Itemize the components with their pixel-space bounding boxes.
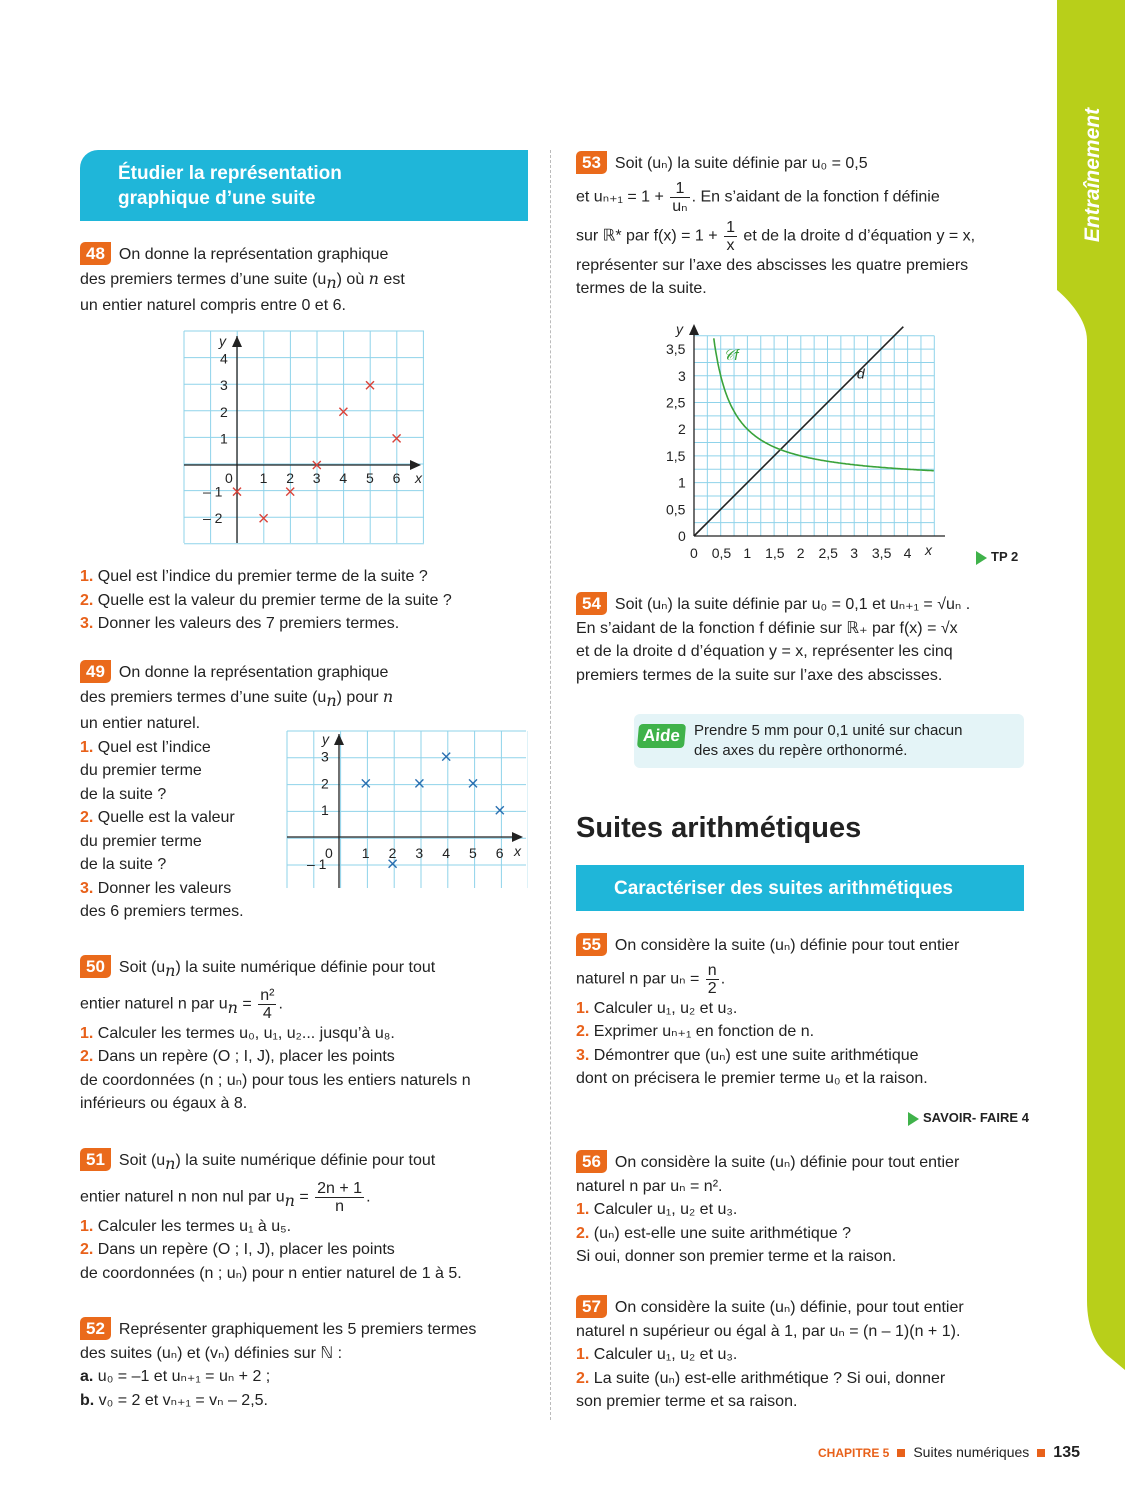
y-tick-label: 2 [321, 775, 329, 792]
y-tick-label: – 1 [307, 855, 327, 872]
exercise-51: 51 Soit $(u_n)$ la suite numérique définie pour tout entier naturel n non nul par $u_n$ = $\frac{2n + 1}{n}$ . 1. Calculer les termes u₁ à u₅. 2. Dans un repère (O ; I, J), placer les points de coordonnées (n ; uₙ) pour n entier naturel de 1 à 5. [80, 1150, 462, 1282]
line-label: d [856, 365, 865, 382]
exercise-55: 55 On considère la suite (uₙ) définie pour tout entier naturel n par uₙ = $\frac{n}{2}$ . 1. Calculer u₁, u₂ et u₃. 2. Exprimer uₙ₊₁ en fonction de n. 3. Démontrer que (uₙ) est une suite arithmétique dont on précisera le premier terme u₀ et la raison. [576, 935, 960, 1087]
x-tick-label: 6 [392, 470, 401, 486]
exercise-56: 56 On considère la suite (uₙ) définie pour tout entier naturel n par uₙ = n². 1. Calculer u₁, u₂ et u₃. 2. (uₙ) est-elle une suite arithmétique ? Si oui, donner son premier terme et la raison. [576, 1152, 960, 1265]
side-tab-label: Entraînement [1081, 107, 1104, 243]
ref-tp2[interactable]: TP 2 [976, 549, 1018, 565]
exercise-number: 48 [80, 242, 111, 265]
curve-label: 𝒞f [723, 346, 739, 364]
exercise-number: 56 [576, 1150, 607, 1173]
y-tick-label: – 1 [203, 483, 223, 500]
y-tick-label: 2 [678, 421, 686, 438]
chapter-section-title: Suites arithmétiques [576, 812, 862, 844]
y-tick-label: 1 [321, 802, 329, 819]
data-point [415, 779, 423, 787]
exercise-number: 53 [576, 151, 607, 174]
exercise-number: 52 [80, 1317, 111, 1340]
axis-arrow [232, 336, 242, 347]
exercise-number: 49 [80, 660, 111, 683]
ref-savoir-faire-4[interactable]: SAVOIR- FAIRE 4 [908, 1110, 1029, 1126]
axis-arrow [410, 460, 421, 470]
y-axis-label: y [219, 333, 226, 349]
graph-49 [286, 730, 528, 890]
exercise-57: 57 On considère la suite (uₙ) définie, pour tout entier naturel n supérieur ou égal à 1, par uₙ = (n – 1)(n + 1). 1. Calculer u₁, u₂ et u₃. 2. La suite (uₙ) est-elle arithmétique ? Si oui, donner son premier terme et sa raison. [576, 1297, 964, 1410]
data-point [496, 806, 504, 814]
exercise-number: 57 [576, 1295, 607, 1318]
exercise-53: 53 Soit (uₙ) la suite définie par u₀ = 0,5 et uₙ₊₁ = 1 + $\frac{1}{\text{uₙ}}$ . En s’aidant de la fonction f définie sur ℝ* par f(x) = 1 + $\frac{1}{x}$ et de la droite d d’équation y = x, représenter sur l’axe des abscisses les quatre premiers termes de la suite. [576, 153, 976, 297]
x-tick-label: 3 [415, 845, 424, 861]
y-tick-label: 3,5 [666, 341, 686, 358]
x-tick-label: 0 [225, 470, 233, 486]
x-tick-label: 4 [442, 845, 450, 861]
section-header-arith: Caractériser des suites arithmétiques [576, 865, 1024, 911]
exercise-number: 50 [80, 955, 111, 978]
exercise-50: 50 Soit $(u_n)$ la suite numérique définie pour tout entier naturel n par $u_n$ = $\frac{\text{n²}}{4}$ . 1. Calculer les termes u₀, u₁, u₂... jusqu’à u₈. 2. Dans un repère (O ; I, J), placer les points de coordonnées (n ; uₙ) pour tous les entiers naturels n inférieurs ou égaux à 8. [80, 957, 471, 1113]
section-header-graph: Étudier la représentation graphique d’une suite [80, 150, 528, 221]
exercise-48: 48 On donne la représentation graphique des premiers termes d’une suite $(u_n)$ où n est un entier naturel compris entre 0 et 6. [80, 244, 405, 315]
x-tick-label: 3 [312, 470, 321, 486]
x-tick-label: 4 [339, 470, 348, 486]
exercise-54: 54 Soit (uₙ) la suite définie par u₀ = 0,1 et uₙ₊₁ = √uₙ . En s’aidant de la fonction f définie sur ℝ₊ par f(x) = √x et de la droite d d’équation y = x, représenter les cinq premiers termes de la suite sur l’axe des abscisses. [576, 594, 971, 684]
data-point [389, 860, 397, 868]
y-tick-label: 1,5 [666, 447, 686, 464]
exercise-49: 49 On donne la représentation graphique des premiers termes d’une suite $(u_n)$ pour n un entier naturel. 1. Quel est l’indice du premier terme de la suite ? 2. Quelle est la valeur du premier terme de la suite ? 3. Donner les valeurs des 6 premiers termes. [80, 662, 394, 921]
y-tick-label: 1 [678, 474, 686, 491]
x-tick-label: 6 [495, 845, 504, 861]
page-number: 135 [1053, 1444, 1080, 1461]
help-badge: Aide [637, 724, 686, 748]
y-tick-label: – 2 [203, 510, 223, 527]
x-tick-label: 2 [388, 845, 397, 861]
x-tick-label: 5 [366, 470, 374, 486]
x-tick-label: 3 [850, 545, 858, 561]
y-tick-label: 1 [220, 430, 228, 447]
exercise-48-questions: 1. Quel est l’indice du premier terme de la suite ? 2. Quelle est la valeur du premier terme de la suite ? 3. Donner les valeurs des 7 premiers termes. [80, 568, 452, 632]
curve-cf [714, 338, 934, 470]
y-tick-label: 2 [220, 403, 228, 420]
y-tick-label: 0,5 [666, 501, 686, 518]
axis-arrow [512, 832, 523, 842]
exercise-52: 52 Représenter graphiquement les 5 premiers termes des suites (uₙ) et (vₙ) définies sur ℕ : a. u₀ = –1 et uₙ₊₁ = uₙ + 2 ; b. v₀ = 2 et vₙ₊₁ = vₙ – 2,5. [80, 1319, 477, 1409]
y-tick-label: 2,5 [666, 394, 686, 411]
x-tick-label: 0,5 [711, 545, 732, 561]
graph-53 [655, 318, 945, 563]
exercise-number: 54 [576, 592, 607, 615]
x-tick-label: 0 [325, 845, 333, 861]
exercise-number: 55 [576, 933, 607, 956]
axis-arrow [334, 734, 344, 745]
exercise-number: 51 [80, 1148, 111, 1171]
page-footer: CHAPITRE 5 Suites numériques 135 [818, 1444, 1080, 1461]
x-tick-label: 2,5 [818, 545, 838, 561]
x-tick-label: 1 [743, 545, 752, 561]
y-axis-label: y [322, 731, 329, 747]
x-axis-label: x [514, 843, 521, 859]
x-tick-label: 5 [469, 845, 477, 861]
data-point [469, 779, 477, 787]
y-tick-label: 3 [321, 748, 329, 765]
x-tick-label: 0 [690, 545, 698, 561]
column-divider [550, 150, 551, 1420]
y-tick-label: 3 [220, 377, 228, 394]
help-box: Aide Prendre 5 mm pour 0,1 unité sur chacun des axes du repère orthonormé. [634, 714, 1024, 768]
data-point [362, 779, 370, 787]
x-axis-label: x [925, 542, 932, 558]
x-axis-label: x [415, 470, 422, 486]
x-tick-label: 3,5 [871, 545, 892, 561]
x-tick-label: 2 [286, 470, 294, 486]
y-tick-label: 4 [220, 350, 228, 367]
y-tick-label: 3 [678, 367, 686, 384]
data-point [442, 753, 450, 761]
y-tick-label: 0 [678, 528, 686, 544]
x-tick-label: 2 [796, 545, 805, 561]
axis-arrow [689, 324, 699, 335]
x-tick-label: 4 [903, 545, 912, 561]
x-tick-label: 1 [361, 845, 370, 861]
y-axis-label: y [676, 321, 683, 337]
x-tick-label: 1,5 [765, 545, 785, 561]
graph-48 [183, 330, 426, 545]
x-tick-label: 1 [259, 470, 268, 486]
